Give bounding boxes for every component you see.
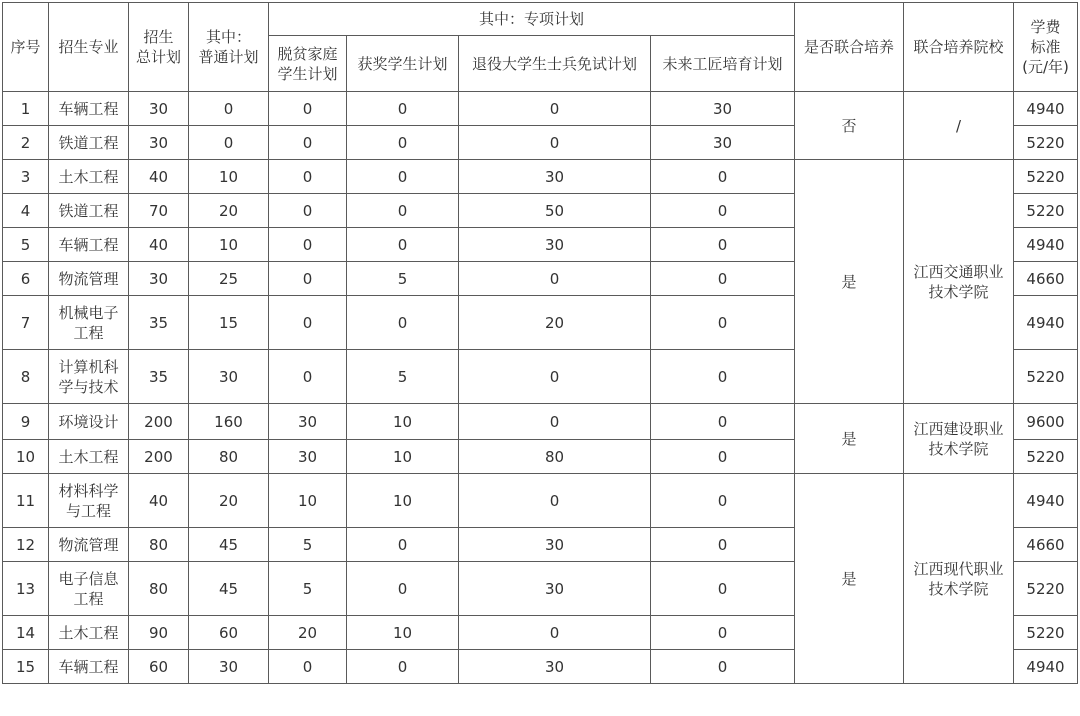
cell-poverty: 30 — [269, 440, 347, 474]
cell-major: 材料科学 与工程 — [49, 474, 129, 528]
cell-poverty: 0 — [269, 126, 347, 160]
cell-total: 35 — [129, 350, 189, 404]
header-veteran-plan: 退役大学生士兵免试计划 — [459, 36, 651, 92]
cell-major: 土木工程 — [49, 616, 129, 650]
cell-craftsman: 0 — [651, 562, 795, 616]
cell-tuition-fee: 5220 — [1014, 160, 1078, 194]
cell-veteran: 0 — [459, 404, 651, 440]
cell-veteran: 80 — [459, 440, 651, 474]
cell-award: 10 — [347, 440, 459, 474]
header-regular-plan: 其中： 普通计划 — [189, 3, 269, 92]
cell-tuition-fee: 4940 — [1014, 92, 1078, 126]
cell-major: 车辆工程 — [49, 92, 129, 126]
cell-award: 0 — [347, 562, 459, 616]
cell-regular: 45 — [189, 562, 269, 616]
cell-joint-training: 是 — [795, 160, 904, 404]
cell-tuition-fee: 5220 — [1014, 440, 1078, 474]
cell-seq: 9 — [3, 404, 49, 440]
cell-seq: 3 — [3, 160, 49, 194]
cell-regular: 0 — [189, 92, 269, 126]
cell-regular: 160 — [189, 404, 269, 440]
cell-major: 环境设计 — [49, 404, 129, 440]
cell-total: 35 — [129, 296, 189, 350]
cell-veteran: 0 — [459, 92, 651, 126]
cell-tuition-fee: 9600 — [1014, 404, 1078, 440]
header-poverty-plan: 脱贫家庭 学生计划 — [269, 36, 347, 92]
cell-joint-training: 是 — [795, 404, 904, 474]
cell-craftsman: 0 — [651, 616, 795, 650]
cell-total: 40 — [129, 160, 189, 194]
cell-total: 200 — [129, 440, 189, 474]
cell-award: 0 — [347, 528, 459, 562]
enrollment-plan-table — [2, 2, 1078, 684]
cell-tuition-fee: 4940 — [1014, 650, 1078, 684]
cell-seq: 15 — [3, 650, 49, 684]
header-seq: 序号 — [3, 3, 49, 92]
cell-veteran: 20 — [459, 296, 651, 350]
cell-craftsman: 0 — [651, 262, 795, 296]
cell-craftsman: 0 — [651, 296, 795, 350]
cell-total: 40 — [129, 474, 189, 528]
table-row — [3, 160, 1078, 194]
cell-veteran: 0 — [459, 474, 651, 528]
table-row — [3, 474, 1078, 528]
cell-regular: 15 — [189, 296, 269, 350]
cell-award: 10 — [347, 616, 459, 650]
cell-craftsman: 0 — [651, 228, 795, 262]
cell-joint-training: 是 — [795, 474, 904, 684]
cell-seq: 8 — [3, 350, 49, 404]
cell-veteran: 0 — [459, 350, 651, 404]
cell-craftsman: 30 — [651, 92, 795, 126]
cell-tuition-fee: 5220 — [1014, 562, 1078, 616]
cell-veteran: 30 — [459, 228, 651, 262]
cell-major: 电子信息 工程 — [49, 562, 129, 616]
cell-award: 0 — [347, 228, 459, 262]
cell-seq: 10 — [3, 440, 49, 474]
cell-poverty: 0 — [269, 650, 347, 684]
cell-veteran: 30 — [459, 650, 651, 684]
cell-tuition-fee: 5220 — [1014, 194, 1078, 228]
cell-total: 70 — [129, 194, 189, 228]
cell-seq: 11 — [3, 474, 49, 528]
header-craftsman-plan: 未来工匠培育计划 — [651, 36, 795, 92]
table-body — [3, 92, 1078, 684]
cell-major: 土木工程 — [49, 160, 129, 194]
cell-award: 5 — [347, 350, 459, 404]
cell-total: 200 — [129, 404, 189, 440]
cell-regular: 10 — [189, 228, 269, 262]
cell-craftsman: 0 — [651, 350, 795, 404]
cell-seq: 6 — [3, 262, 49, 296]
cell-poverty: 0 — [269, 160, 347, 194]
cell-major: 车辆工程 — [49, 228, 129, 262]
cell-total: 30 — [129, 262, 189, 296]
cell-seq: 4 — [3, 194, 49, 228]
cell-regular: 80 — [189, 440, 269, 474]
header-joint-college: 联合培养院校 — [904, 3, 1014, 92]
cell-poverty: 5 — [269, 562, 347, 616]
header-joint-training: 是否联合培养 — [795, 3, 904, 92]
cell-veteran: 0 — [459, 616, 651, 650]
cell-poverty: 0 — [269, 262, 347, 296]
cell-tuition-fee: 4940 — [1014, 296, 1078, 350]
cell-craftsman: 0 — [651, 194, 795, 228]
cell-veteran: 0 — [459, 126, 651, 160]
cell-regular: 30 — [189, 350, 269, 404]
cell-veteran: 50 — [459, 194, 651, 228]
cell-tuition-fee: 4660 — [1014, 528, 1078, 562]
cell-poverty: 0 — [269, 296, 347, 350]
cell-seq: 2 — [3, 126, 49, 160]
cell-joint-college: / — [904, 92, 1014, 160]
cell-craftsman: 30 — [651, 126, 795, 160]
header-major: 招生专业 — [49, 3, 129, 92]
cell-regular: 45 — [189, 528, 269, 562]
cell-joint-college: 江西交通职业 技术学院 — [904, 160, 1014, 404]
cell-regular: 0 — [189, 126, 269, 160]
cell-craftsman: 0 — [651, 440, 795, 474]
cell-major: 机械电子 工程 — [49, 296, 129, 350]
cell-tuition-fee: 5220 — [1014, 616, 1078, 650]
cell-regular: 25 — [189, 262, 269, 296]
cell-joint-college: 江西建设职业 技术学院 — [904, 404, 1014, 474]
cell-veteran: 30 — [459, 528, 651, 562]
cell-seq: 7 — [3, 296, 49, 350]
cell-poverty: 0 — [269, 350, 347, 404]
cell-joint-training: 否 — [795, 92, 904, 160]
cell-seq: 13 — [3, 562, 49, 616]
cell-total: 80 — [129, 562, 189, 616]
cell-major: 计算机科 学与技术 — [49, 350, 129, 404]
cell-award: 0 — [347, 160, 459, 194]
cell-seq: 12 — [3, 528, 49, 562]
table-row — [3, 92, 1078, 126]
cell-seq: 1 — [3, 92, 49, 126]
cell-craftsman: 0 — [651, 474, 795, 528]
cell-award: 10 — [347, 474, 459, 528]
cell-regular: 20 — [189, 474, 269, 528]
cell-award: 0 — [347, 126, 459, 160]
cell-major: 铁道工程 — [49, 126, 129, 160]
cell-award: 0 — [347, 194, 459, 228]
cell-craftsman: 0 — [651, 528, 795, 562]
cell-regular: 60 — [189, 616, 269, 650]
table-row — [3, 404, 1078, 440]
cell-poverty: 0 — [269, 228, 347, 262]
cell-seq: 14 — [3, 616, 49, 650]
cell-award: 0 — [347, 650, 459, 684]
cell-veteran: 30 — [459, 562, 651, 616]
cell-tuition-fee: 4940 — [1014, 474, 1078, 528]
cell-award: 10 — [347, 404, 459, 440]
cell-poverty: 20 — [269, 616, 347, 650]
cell-total: 40 — [129, 228, 189, 262]
cell-poverty: 0 — [269, 194, 347, 228]
cell-tuition-fee: 5220 — [1014, 126, 1078, 160]
header-total-plan: 招生 总计划 — [129, 3, 189, 92]
header-award-plan: 获奖学生计划 — [347, 36, 459, 92]
cell-award: 0 — [347, 296, 459, 350]
cell-craftsman: 0 — [651, 650, 795, 684]
cell-poverty: 5 — [269, 528, 347, 562]
cell-major: 物流管理 — [49, 528, 129, 562]
header-special-plan-group: 其中：专项计划 — [269, 3, 795, 36]
cell-poverty: 0 — [269, 92, 347, 126]
cell-poverty: 10 — [269, 474, 347, 528]
cell-poverty: 30 — [269, 404, 347, 440]
cell-total: 30 — [129, 126, 189, 160]
cell-veteran: 30 — [459, 160, 651, 194]
header-tuition-fee: 学费 标准 (元/年) — [1014, 3, 1078, 92]
cell-regular: 20 — [189, 194, 269, 228]
cell-major: 车辆工程 — [49, 650, 129, 684]
cell-tuition-fee: 4940 — [1014, 228, 1078, 262]
cell-major: 铁道工程 — [49, 194, 129, 228]
cell-craftsman: 0 — [651, 160, 795, 194]
cell-total: 30 — [129, 92, 189, 126]
cell-major: 物流管理 — [49, 262, 129, 296]
cell-total: 60 — [129, 650, 189, 684]
cell-tuition-fee: 4660 — [1014, 262, 1078, 296]
header-row-top — [3, 3, 1078, 36]
cell-seq: 5 — [3, 228, 49, 262]
cell-major: 土木工程 — [49, 440, 129, 474]
cell-craftsman: 0 — [651, 404, 795, 440]
cell-award: 5 — [347, 262, 459, 296]
cell-tuition-fee: 5220 — [1014, 350, 1078, 404]
cell-total: 80 — [129, 528, 189, 562]
cell-joint-college: 江西现代职业 技术学院 — [904, 474, 1014, 684]
cell-award: 0 — [347, 92, 459, 126]
cell-regular: 30 — [189, 650, 269, 684]
cell-veteran: 0 — [459, 262, 651, 296]
cell-regular: 10 — [189, 160, 269, 194]
cell-total: 90 — [129, 616, 189, 650]
